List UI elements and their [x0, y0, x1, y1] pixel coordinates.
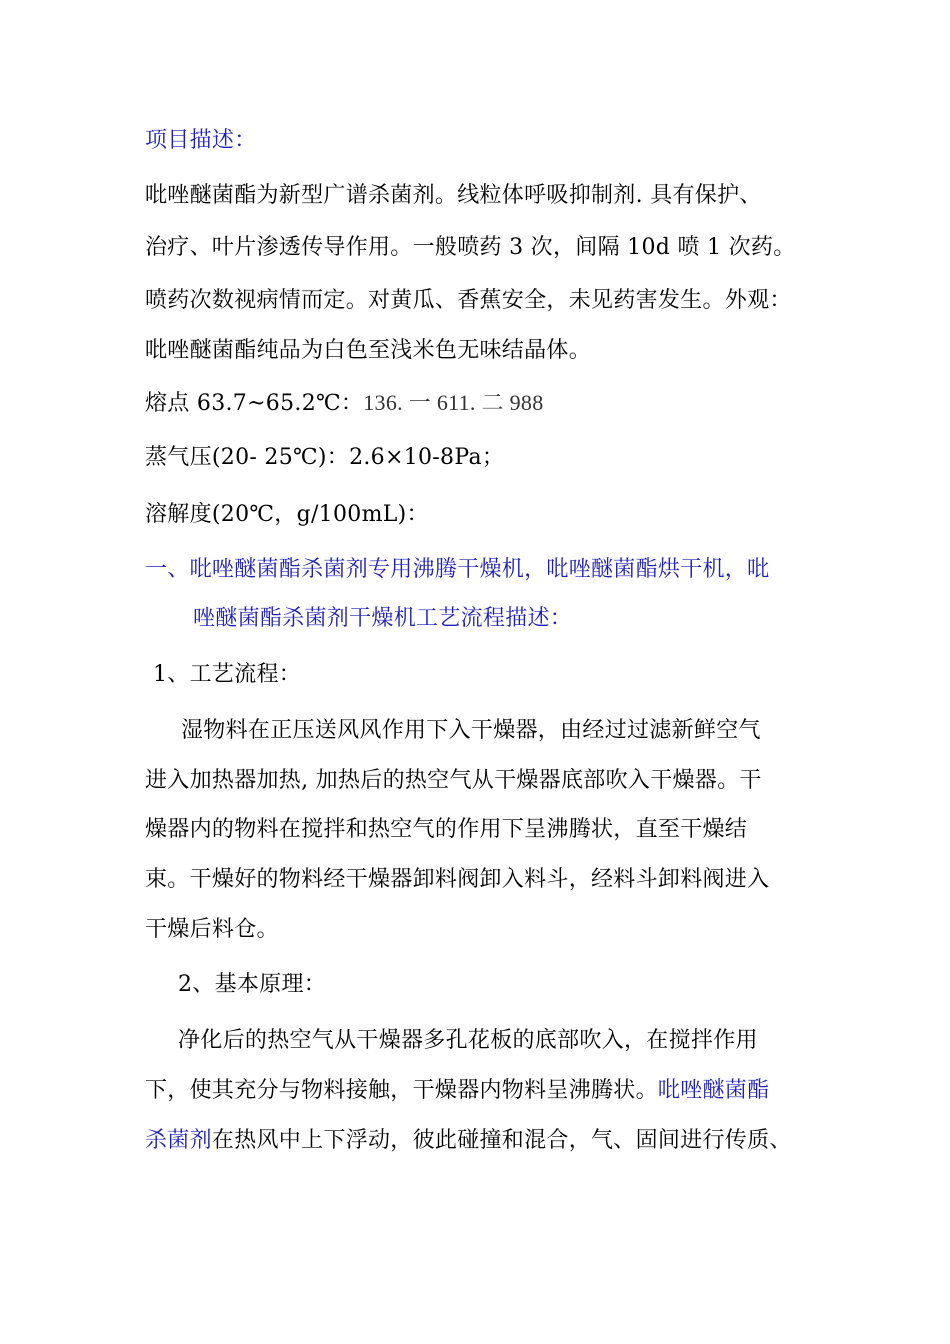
- principle-line-3: [145, 1126, 815, 1156]
- melting-point-label: 熔点 63.7~65.2℃：: [145, 391, 364, 416]
- principle-title: 2、基本原理：: [178, 972, 327, 997]
- heading-one-line-2: 唑醚菌酯杀菌剂干燥机工艺流程描述：: [193, 606, 573, 631]
- principle-line-2: [145, 1076, 815, 1106]
- principle-line-3-rest: 在热风中上下浮动，彼此碰撞和混合，气、固间进行传质、: [211, 1128, 792, 1153]
- description-line-4: 吡唑醚菌酯纯品为白色至浅米色无味结晶体。: [145, 338, 592, 363]
- melting-point-value: 136. 一 611. 二 988: [363, 390, 544, 415]
- process-line-4: 束。干燥好的物料经干燥器卸料阀卸入料斗，经料斗卸料阀进入: [145, 867, 770, 892]
- principle-highlight: 吡唑醚菌酯: [657, 1078, 770, 1103]
- process-title: 1、工艺流程：: [153, 662, 302, 687]
- vapor-pressure: 蒸气压(20- 25℃)：2.6×10-8Pa；: [145, 445, 505, 470]
- process-line-5: 干燥后料仓。: [145, 917, 279, 942]
- section-title: 项目描述：: [145, 128, 257, 153]
- principle-line-1: 净化后的热空气从干燥器多孔花板的底部吹入，在搅拌作用: [178, 1028, 758, 1053]
- process-line-3: 燥器内的物料在搅拌和热空气的作用下呈沸腾状，直至干燥结: [145, 817, 748, 842]
- principle-line-3-highlight: 杀菌剂: [145, 1128, 212, 1153]
- solubility: 溶解度(20℃，g/100mL)：: [145, 502, 429, 527]
- process-line-1: 湿物料在正压送风风作用下入干燥器，由经过过滤新鲜空气: [181, 718, 761, 743]
- melting-point: [145, 388, 815, 419]
- description-line-2: 治疗、叶片渗透传导作用。一般喷药 3 次，间隔 10d 喷 1 次药。: [145, 235, 796, 260]
- principle-line-2-text: 下，使其充分与物料接触，干燥器内物料呈沸腾状。: [145, 1078, 658, 1103]
- description-line-1: 吡唑醚菌酯为新型广谱杀菌剂。线粒体呼吸抑制剂. 具有保护、: [145, 183, 762, 208]
- heading-one-line-1: 一、吡唑醚菌酯杀菌剂专用沸腾干燥机，吡唑醚菌酯烘干机，吡: [145, 557, 770, 582]
- description-line-3: 喷药次数视病情而定。对黄瓜、香蕉安全，未见药害发生。外观：: [145, 288, 792, 313]
- process-line-2: 进入加热器加热, 加热后的热空气从干燥器底部吹入干燥器。干: [145, 768, 762, 793]
